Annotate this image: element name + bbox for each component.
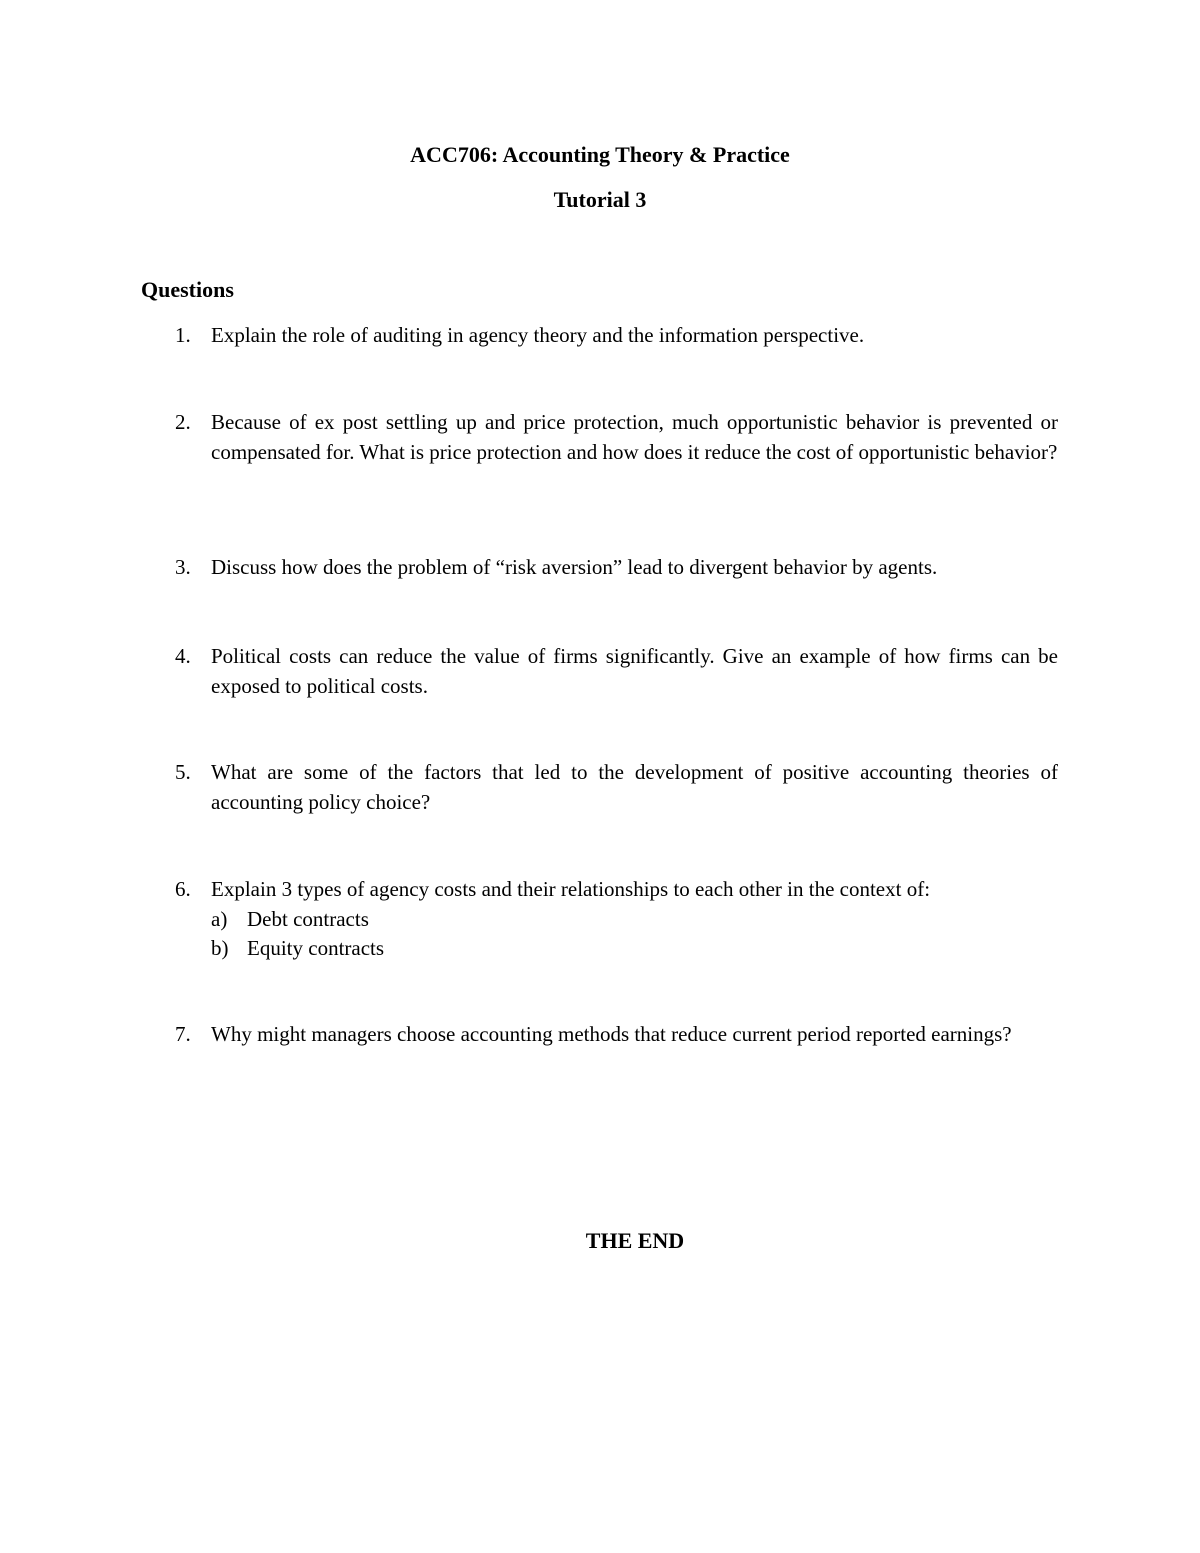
question-number: 2. [175,410,191,434]
sub-item-letter: a) [211,906,228,931]
sub-item-b [211,934,1058,964]
document-subtitle: Tutorial 3 [553,187,647,212]
question-item-6 [175,875,1058,964]
sub-item-text: Equity contracts [247,936,385,960]
closing-text: THE END [585,1228,685,1253]
question-text: Explain the role of auditing in agency theory and the information perspective. [211,323,865,347]
question-number: 3. [175,555,191,579]
section-heading-questions: Questions [141,277,234,302]
question-text: What are some of the factors that led to the development of positive accounting theories of accounting policy choice? [211,760,1058,814]
sub-item-a [211,905,1058,935]
question-item-7 [175,1020,1058,1050]
question-text: Because of ex post settling up and price protection, much opportunistic behavior is prevented or compensated for. What is price protection and how does it reduce the cost of opportunistic behavior? [211,410,1058,464]
question-text: Explain 3 types of agency costs and their relationships to each other in the context of: [211,877,931,901]
question-number: 5. [175,760,191,784]
question-number: 4. [175,644,191,668]
question-number: 7. [175,1022,191,1046]
question-item-1 [175,321,1058,351]
question-number: 1. [175,323,191,347]
question-item-4 [175,642,1058,701]
question-item-5 [175,758,1058,817]
sub-item-text: Debt contracts [247,906,369,931]
question-text: Discuss how does the problem of “risk aversion” lead to divergent behavior by agents. [211,555,938,579]
question-text: Political costs can reduce the value of firms significantly. Give an example of how firms can be exposed to political costs. [211,644,1058,698]
question-number: 6. [175,877,191,901]
question-item-3 [175,553,1058,583]
question-item-2 [175,408,1058,467]
document-title: ACC706: Accounting Theory & Practice [410,142,790,167]
question-text: Why might managers choose accounting methods that reduce current period reported earnings? [211,1022,1012,1046]
sub-item-letter: b) [211,936,229,960]
